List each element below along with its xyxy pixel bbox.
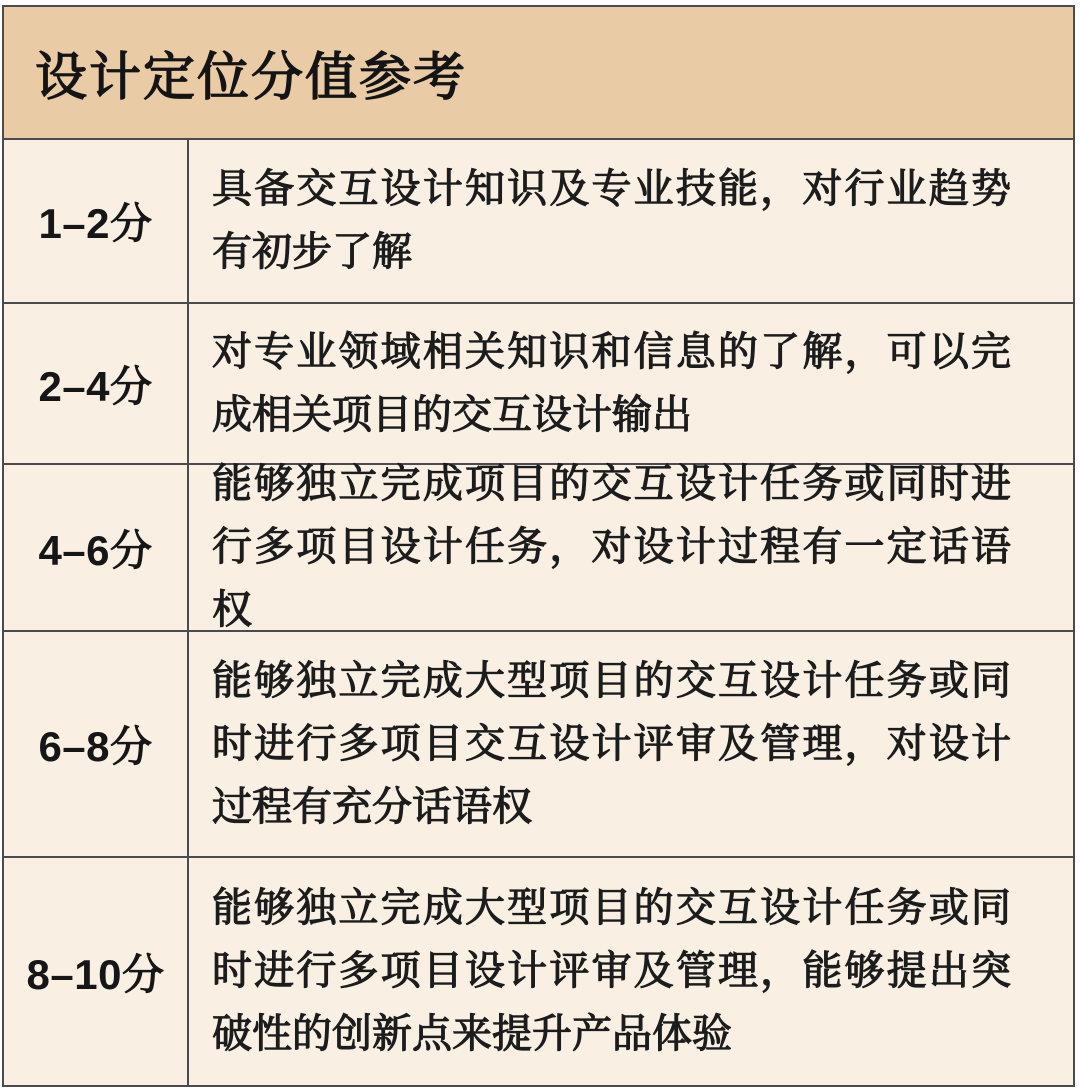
- score-description-text: 能够独立完成大型项目的交互设计任务或同时进行多项目交互设计评审及管理，对设计过程有充分话语权: [212, 658, 1011, 829]
- score-description-text: 具备交互设计知识及专业技能，对行业趋势有初步了解: [212, 167, 1011, 274]
- table-row: [4, 462, 1073, 632]
- score-description-text: 对专业领域相关知识和信息的了解，可以完成相关项目的交互设计输出: [212, 329, 1011, 437]
- score-description-text: 能够独立完成项目的交互设计任务或同时进行多项目设计任务，对设计过程有一定话语权: [212, 462, 1011, 632]
- score-range-cell: 1–2分: [4, 140, 189, 302]
- score-description-cell: [189, 632, 1073, 856]
- score-reference-table: [2, 5, 1075, 1087]
- score-description-cell: [189, 140, 1073, 302]
- score-description-cell: [189, 462, 1073, 632]
- score-range-cell: 2–4分: [4, 304, 189, 463]
- score-description-text: 能够独立完成大型项目的交互设计任务或同时进行多项目设计评审及管理，能够提出突破性的创新点来提升产品体验: [212, 886, 1011, 1056]
- table-title: 设计定位分值参考: [35, 49, 468, 107]
- table-header: [4, 7, 1073, 140]
- score-range-cell: 8–10分: [4, 858, 189, 1085]
- score-description-cell: [189, 304, 1073, 463]
- score-range-cell: 6–8分: [4, 632, 189, 856]
- score-description-cell: [189, 858, 1073, 1085]
- table-row: [4, 858, 1073, 1085]
- table-row: [4, 304, 1073, 465]
- table-row: [4, 140, 1073, 304]
- score-range-cell: 4–6分: [4, 465, 189, 630]
- table-row: [4, 632, 1073, 858]
